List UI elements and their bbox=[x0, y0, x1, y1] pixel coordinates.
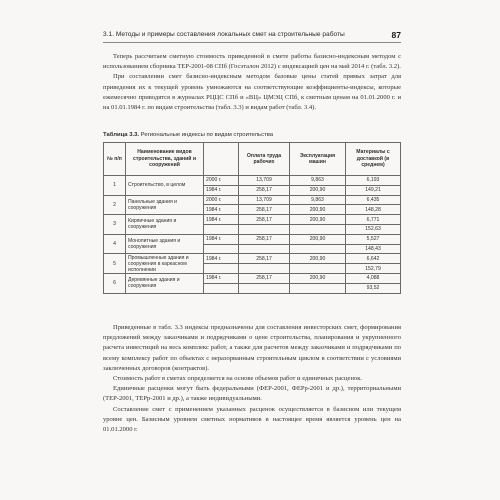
cell-year: 1984 г. bbox=[204, 185, 239, 195]
cell-machines bbox=[290, 244, 346, 254]
table-row bbox=[104, 195, 401, 205]
cell-materials: 6,642 bbox=[346, 254, 401, 264]
cell-machines: 9,863 bbox=[290, 176, 346, 186]
table-row bbox=[104, 254, 401, 264]
cell-wage bbox=[239, 224, 290, 234]
cell-year: 1984 г. bbox=[204, 254, 239, 264]
regional-index-table bbox=[103, 142, 401, 294]
cell-name: Промышленные здания и сооружения в каркасном исполнении bbox=[126, 254, 204, 274]
cell-num: 5 bbox=[104, 254, 126, 274]
cell-name: Панельные здания и сооружения bbox=[126, 195, 204, 215]
header-name: Наименование видов строительства, зданий и сооружений bbox=[126, 143, 204, 176]
cell-year: 2000 г. bbox=[204, 195, 239, 205]
page-number: 87 bbox=[391, 30, 401, 40]
cell-materials: 4,088 bbox=[346, 273, 401, 283]
paragraph: Единичные расценки могут быть федеральными (ФЕР-2001, ФЕРр-2001 и др.), территориальными (ТЕР-2001, ТЕРр-2001 и др.), а также индивидуальными. bbox=[103, 385, 401, 403]
header-rule bbox=[103, 42, 401, 43]
cell-year: 1984 г. bbox=[204, 273, 239, 283]
cell-machines bbox=[290, 283, 346, 293]
cell-materials: 93,52 bbox=[346, 283, 401, 293]
table-row bbox=[104, 234, 401, 244]
paragraph: Составление смет с применением указанных расценок осуществляется в базисном или текущем уровне цен. Базисным уровнем сметных нормативов в настоящее время является уровень цен на 01.01.2000 г. bbox=[103, 405, 401, 434]
cell-num: 2 bbox=[104, 195, 126, 215]
cell-name: Строительство, в целом bbox=[126, 176, 204, 196]
cell-materials: 6,193 bbox=[346, 176, 401, 186]
running-title: 3.1. Методы и примеры составления локальных смет на строительные работы bbox=[103, 31, 345, 38]
cell-wage: 258,17 bbox=[239, 254, 290, 264]
cell-machines: 200,90 bbox=[290, 215, 346, 225]
cell-wage: 258,17 bbox=[239, 185, 290, 195]
table-caption-text: Региональные индексы по видам строительства bbox=[139, 132, 274, 138]
cell-year bbox=[204, 224, 239, 234]
cell-machines: 200,90 bbox=[290, 205, 346, 215]
header-wage: Оплата труда рабочих bbox=[239, 143, 290, 176]
header-machines: Эксплуатация машин bbox=[290, 143, 346, 176]
cell-name: Деревянные здания и сооружения bbox=[126, 273, 204, 293]
outro-text bbox=[103, 323, 401, 435]
table-row bbox=[104, 176, 401, 186]
table-row bbox=[104, 215, 401, 225]
cell-year: 1984 г. bbox=[204, 215, 239, 225]
paragraph: При составлении смет базисно-индексным методом базовые цены статей прямых затрат для приведения их к текущей уровень умножаются на соответствующие коэффициенты-индексы, которые ежемесячно приводятся в журналах РЦЦС СПб и «ВЦ» ЦМЭЦ СПб, к сметным ценам на 01.01.2000 г. и на 01.01.1984 г. по видам строительства (табл. 3.3) и видам работ (табл. 3.4). bbox=[103, 73, 401, 112]
cell-wage: 258,17 bbox=[239, 215, 290, 225]
cell-materials: 152,79 bbox=[346, 264, 401, 274]
cell-year: 1984 г. bbox=[204, 205, 239, 215]
cell-num: 3 bbox=[104, 215, 126, 235]
cell-machines: 200,90 bbox=[290, 254, 346, 264]
cell-wage bbox=[239, 283, 290, 293]
cell-year: 1984 г. bbox=[204, 234, 239, 244]
cell-machines: 9,863 bbox=[290, 195, 346, 205]
paragraph: Приведенные в табл. 3.3 индексы предназначены для составления инвесторских смет, формирования предложений между заказчиками и подрядчиками о цене строительства, планирования и укрупненного расчета инвестиций на весь комплекс работ, а также для расчетов между заказчиками и подрядчиками по всему комплексу работ по объектах с неразорванным строительным циклом в соответствии с условиями заключенных договоров (контрактов). bbox=[103, 324, 401, 372]
cell-num: 4 bbox=[104, 234, 126, 254]
cell-machines: 200,90 bbox=[290, 273, 346, 283]
cell-materials: 148,43 bbox=[346, 244, 401, 254]
cell-wage: 258,17 bbox=[239, 234, 290, 244]
cell-materials: 5,527 bbox=[346, 234, 401, 244]
cell-materials: 6,435 bbox=[346, 195, 401, 205]
cell-wage: 13,709 bbox=[239, 195, 290, 205]
paragraph: Стоимость работ в сметах определяется на основе объемов работ и единичных расценок. bbox=[113, 375, 363, 383]
cell-year: 2000 г. bbox=[204, 176, 239, 186]
cell-num: 6 bbox=[104, 273, 126, 293]
cell-materials: 148,28 bbox=[346, 205, 401, 215]
cell-num: 1 bbox=[104, 176, 126, 196]
table-row bbox=[104, 273, 401, 283]
cell-machines: 200,90 bbox=[290, 234, 346, 244]
cell-machines bbox=[290, 224, 346, 234]
cell-name: Кирпичные здания и сооружения bbox=[126, 215, 204, 235]
cell-year bbox=[204, 244, 239, 254]
header-materials: Материалы с доставкой (в среднем) bbox=[346, 143, 401, 176]
cell-year bbox=[204, 283, 239, 293]
cell-wage bbox=[239, 264, 290, 274]
table-caption bbox=[103, 132, 401, 138]
cell-wage bbox=[239, 244, 290, 254]
cell-wage: 258,17 bbox=[239, 205, 290, 215]
cell-wage: 258,17 bbox=[239, 273, 290, 283]
cell-year bbox=[204, 264, 239, 274]
intro-text bbox=[103, 52, 401, 113]
cell-materials: 149,21 bbox=[346, 185, 401, 195]
paragraph: Теперь рассчитаем сметную стоимость приведенной в смете работы базисно-индексным методом с использованием сборника ТЕР-2001-08 СПб (Госэталон 2012) с индексацией цен на май 2014 г. (табл. 3.2). bbox=[103, 53, 401, 71]
cell-name: Монолитные здания и сооружения bbox=[126, 234, 204, 254]
header-num: № п/п bbox=[104, 143, 126, 176]
header-year bbox=[204, 143, 239, 176]
cell-machines bbox=[290, 264, 346, 274]
cell-materials: 6,771 bbox=[346, 215, 401, 225]
cell-wage: 13,709 bbox=[239, 176, 290, 186]
cell-machines: 200,90 bbox=[290, 185, 346, 195]
table-caption-label: Таблица 3.3. bbox=[103, 132, 140, 138]
cell-materials: 152,63 bbox=[346, 224, 401, 234]
table-header-row bbox=[104, 143, 401, 176]
